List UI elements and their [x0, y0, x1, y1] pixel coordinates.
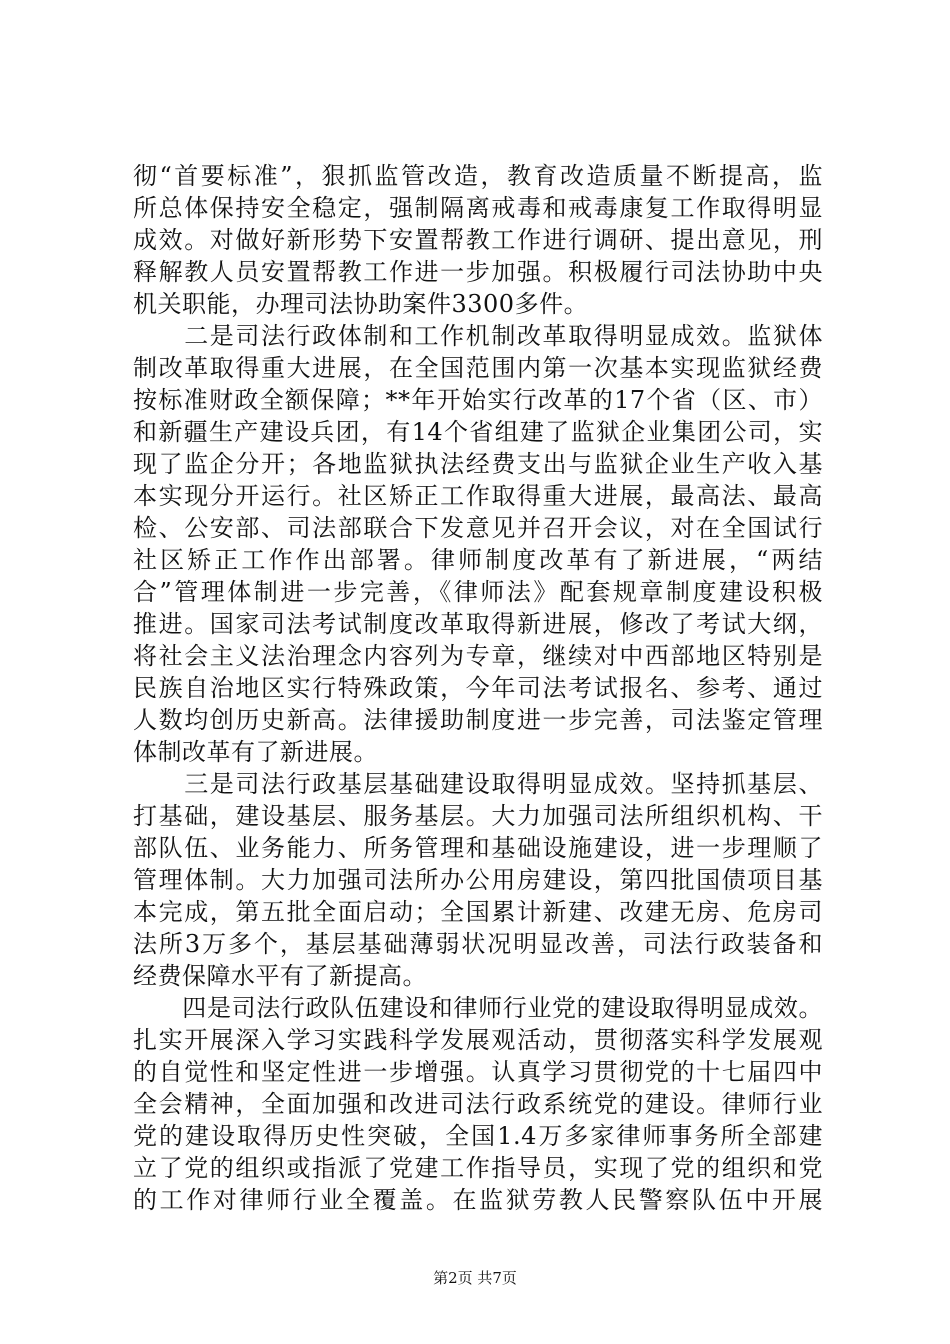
text-line: 打基础，建设基层、服务基层。大力加强司法所组织机构、干 — [133, 802, 823, 830]
text-line: 和新疆生产建设兵团，有14个省组建了监狱企业集团公司，实 — [133, 418, 823, 446]
text-line: 法所3万多个，基层基础薄弱状况明显改善，司法行政装备和 — [133, 930, 823, 958]
text-line: 本实现分开运行。社区矫正工作取得重大进展，最高法、最高 — [133, 482, 823, 510]
text-line: 立了党的组织或指派了党建工作指导员，实现了党的组织和党 — [133, 1154, 823, 1182]
text-line: 扎实开展深入学习实践科学发展观活动，贯彻落实科学发展观 — [133, 1026, 823, 1054]
text-line: 所总体保持安全稳定，强制隔离戒毒和戒毒康复工作取得明显 — [133, 194, 823, 222]
text-line: 部队伍、业务能力、所务管理和基础设施建设，进一步理顺了 — [133, 834, 823, 862]
text-line: 检、公安部、司法部联合下发意见并召开会议，对在全国试行 — [133, 514, 823, 542]
text-line: 按标准财政全额保障；**年开始实行改革的17个省（区、市） — [133, 386, 823, 414]
text-line: 机关职能，办理司法协助案件3300多件。 — [133, 290, 589, 318]
text-line: 制改革取得重大进展，在全国范围内第一次基本实现监狱经费 — [133, 354, 823, 382]
text-line: 四是司法行政队伍建设和律师行业党的建设取得明显成效。 — [133, 994, 823, 1022]
page-footer: 第2页 共7页 — [433, 1269, 517, 1287]
text-line: 的工作对律师行业全覆盖。在监狱劳教人民警察队伍中开展 — [133, 1186, 823, 1214]
text-line: 现了监企分开；各地监狱执法经费支出与监狱企业生产收入基 — [133, 450, 823, 478]
text-line: 社区矫正工作作出部署。律师制度改革有了新进展，“两结 — [133, 546, 823, 574]
text-line: 党的建设取得历史性突破，全国1.4万多家律师事务所全部建 — [133, 1122, 823, 1150]
text-line: 二是司法行政体制和工作机制改革取得明显成效。监狱体 — [133, 322, 823, 350]
text-line: 管理体制。大力加强司法所办公用房建设，第四批国债项目基 — [133, 866, 823, 894]
document-body — [133, 160, 823, 1216]
text-line: 推进。国家司法考试制度改革取得新进展，修改了考试大纲， — [133, 610, 823, 638]
text-line: 成效。对做好新形势下安置帮教工作进行调研、提出意见，刑 — [133, 226, 823, 254]
text-line: 本完成，第五批全面启动；全国累计新建、改建无房、危房司 — [133, 898, 823, 926]
text-line: 三是司法行政基层基础建设取得明显成效。坚持抓基层、 — [133, 770, 823, 798]
text-line: 将社会主义法治理念内容列为专章，继续对中西部地区特别是 — [133, 642, 823, 670]
text-line: 人数均创历史新高。法律援助制度进一步完善，司法鉴定管理 — [133, 706, 823, 734]
text-line: 的自觉性和坚定性进一步增强。认真学习贯彻党的十七届四中 — [133, 1058, 823, 1086]
text-line: 合”管理体制进一步完善，《律师法》配套规章制度建设积极 — [133, 578, 823, 606]
text-line: 体制改革有了新进展。 — [133, 738, 378, 766]
text-line: 彻“首要标准”，狠抓监管改造，教育改造质量不断提高，监 — [133, 162, 823, 190]
text-line: 释解教人员安置帮教工作进一步加强。积极履行司法协助中央 — [133, 258, 823, 286]
text-line: 经费保障水平有了新提高。 — [133, 962, 427, 990]
text-line: 民族自治地区实行特殊政策，今年司法考试报名、参考、通过 — [133, 674, 823, 702]
text-line: 全会精神，全面加强和改进司法行政系统党的建设。律师行业 — [133, 1090, 823, 1118]
